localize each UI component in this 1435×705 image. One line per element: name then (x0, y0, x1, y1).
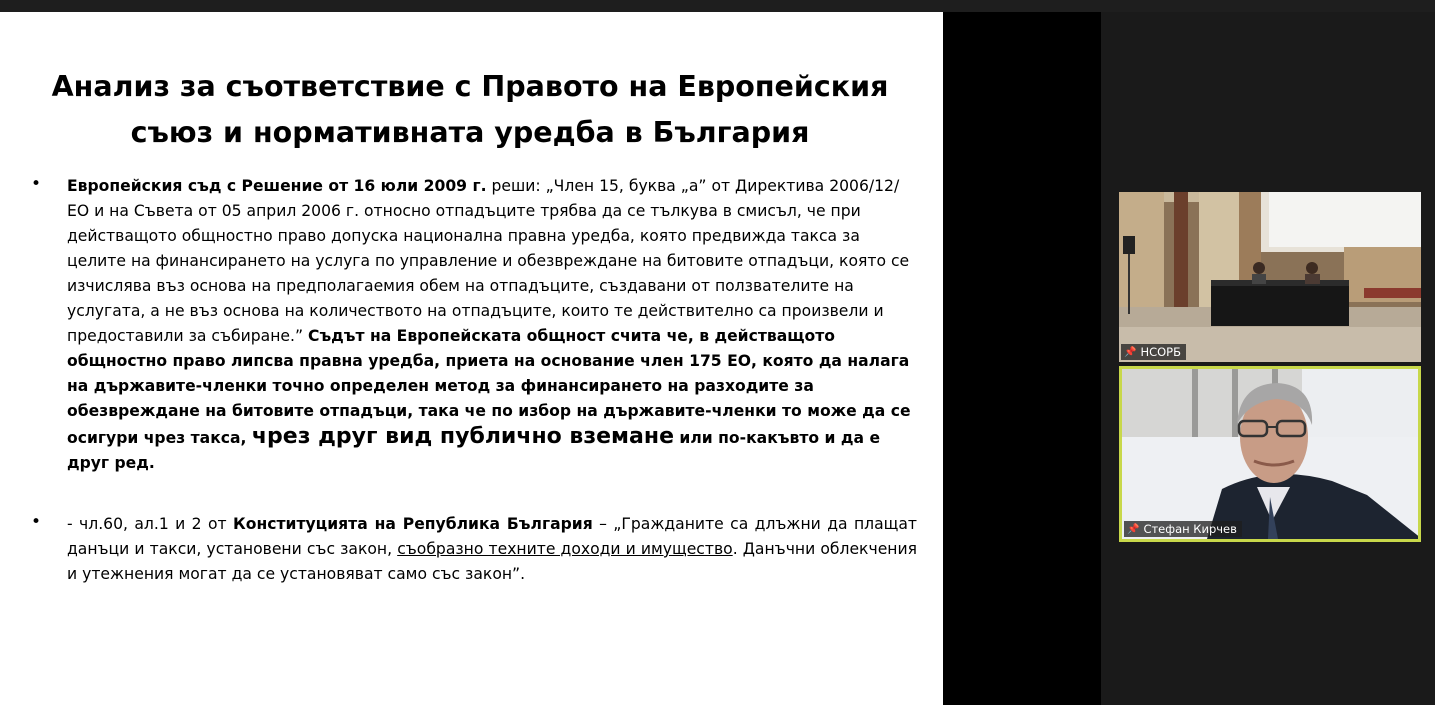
participant-name: Стефан Кирчев (1143, 522, 1237, 536)
paragraph-constitution (67, 512, 917, 587)
p2-quote: – „Гражданите са длъжни да плащат данъци и такси, установени със закон, (67, 515, 917, 558)
p1-court-ref: Европейския съд с Решение от 16 юли 2009 г. (67, 177, 487, 195)
paragraph-court-decision (67, 174, 917, 476)
bullet-1: • (31, 174, 42, 194)
p1-emphasis: чрез друг вид публично вземане (251, 424, 674, 449)
p2-ending: . Данъчни облекчения и утежнения могат да се установяват само със закон”. (67, 540, 917, 583)
pin-icon: 📌 (1127, 523, 1140, 535)
speaker-video (1122, 369, 1418, 539)
shared-screen-slide (0, 12, 943, 705)
slide-title: Анализ за съответствие с Правото на Европейския съюз и нормативната уредба в България (51, 70, 889, 149)
p2-underlined: съобразно техните доходи и имущество (397, 540, 733, 558)
video-tile-stefan-kirchev[interactable] (1119, 366, 1421, 542)
tile-label-stefan (1124, 521, 1242, 537)
bullet-2: • (31, 512, 42, 532)
p1-court-opinion: Съдът на Европейската общност счита че, в действащото общностно право липсва правна уредба, приета на основание член 175 ЕО, която да налага на държавите-членки точно определен метод за финансирането на разходите за обезвреждане на битовите отпадъци, така че по избор на държавите-членки то може да се осигури чрез такса, (67, 327, 911, 447)
top-bar (0, 0, 1435, 12)
p2-article: - чл.60, ал.1 и 2 от (67, 515, 234, 533)
participant-gallery (1101, 12, 1435, 705)
p1-quote: реши: „Член 15, буква „а” от Директива 2006/12/ЕО и на Съвета от 05 април 2006 г. относно отпадъците трябва да се тълкува в смисъл, че при действащото общностно право допуска национална правна уредба, която предвижда такса за целите на финансирането на услуга по управление и обезвреждане на битовите отпадъци, която се изчислява въз основа на предполагаемия обем на отпадъците, създавани от ползвателите на услугата, а не въз основа на количеството на отпадъците, които те действително са произвели и предоставили за събиране.” (67, 177, 910, 345)
video-tile-nsorb[interactable] (1119, 192, 1421, 362)
p1-ending: или по-какъвто и да е друг ред. (67, 429, 881, 472)
participant-name: НСОРБ (1140, 345, 1182, 359)
p2-constitution: Конституцията на Република България (233, 515, 593, 533)
screen-share-margin (943, 12, 1101, 705)
conference-room-video (1119, 192, 1421, 362)
tile-label-nsorb (1121, 344, 1186, 360)
pin-icon: 📌 (1124, 346, 1137, 358)
